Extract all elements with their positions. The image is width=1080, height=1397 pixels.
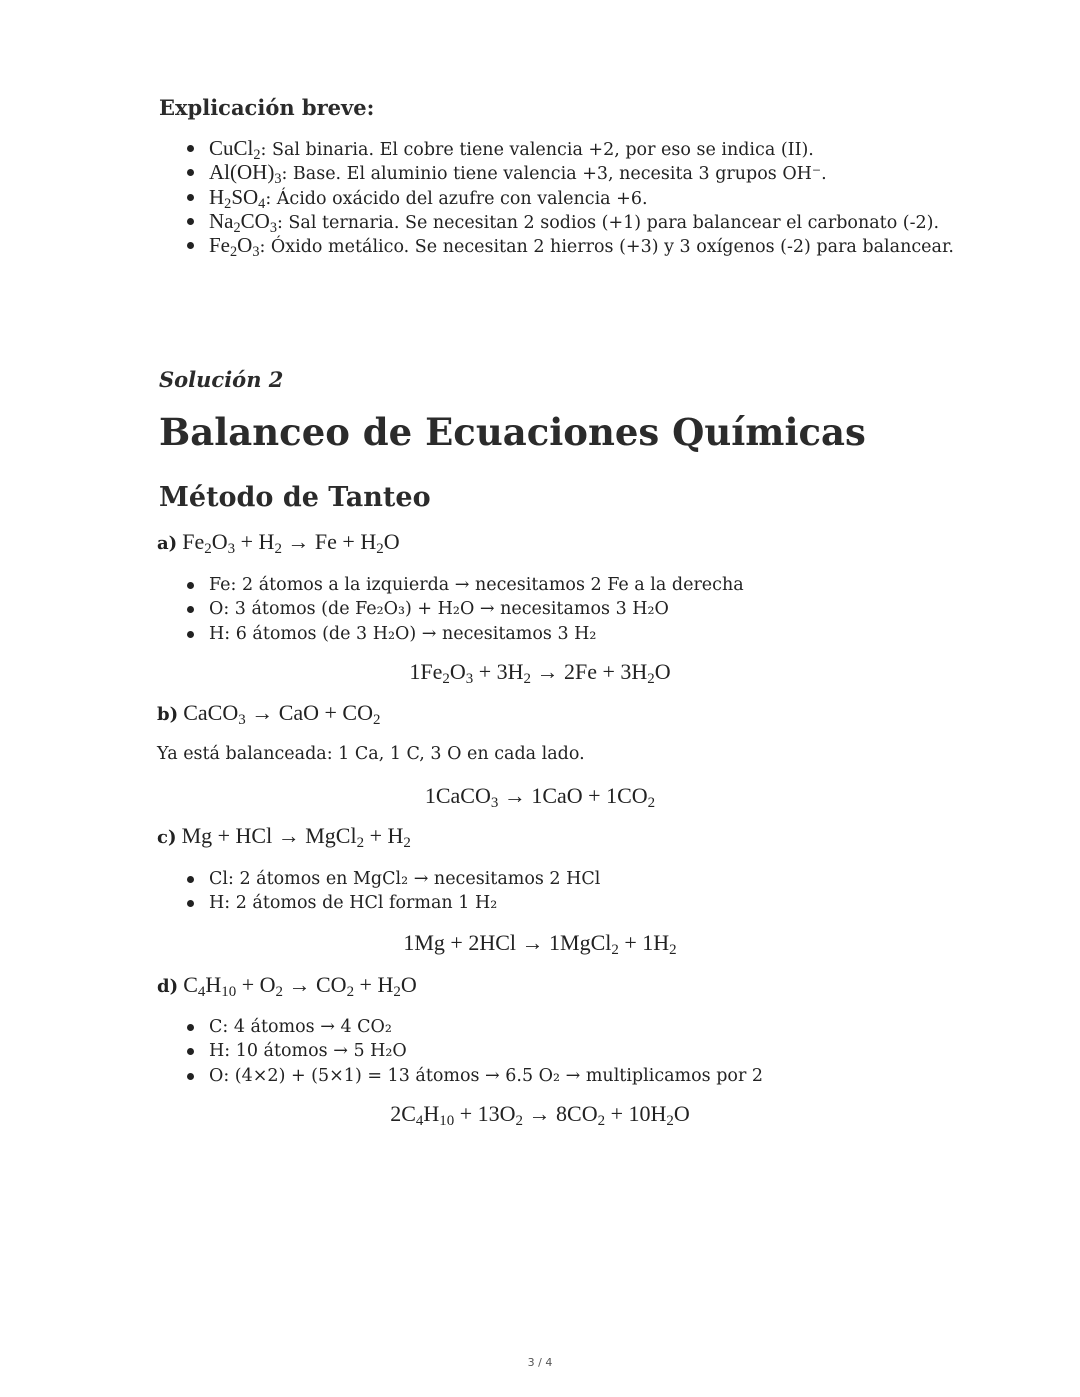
list-item: H: 10 átomos → 5 H₂O <box>159 1039 763 1063</box>
list-item: $H_2SO_4$: Ácido oxácido del azufre con valencia +6. <box>159 185 954 209</box>
solution-label: Solución 2 <box>159 367 284 392</box>
list-item: $Na_2CO_3$: Sal ternaria. Se necesitan 2 sodios (+1) para balancear el carbonato (-2). <box>159 209 954 233</box>
list-item: O: 3 átomos (de Fe₂O₃) + H₂O → necesitamos 3 H₂O <box>159 597 744 621</box>
page-title: Balanceo de Ecuaciones Químicas <box>159 410 866 454</box>
steps-a <box>159 573 744 646</box>
brief-heading: Explicación breve: <box>159 95 375 120</box>
formula: $Al(OH)_3$ <box>209 160 282 188</box>
list-item: CuCl$_2$: Sal binaria. El cobre tiene valencia +2, por eso se indica (II). <box>159 136 954 160</box>
balanced-equation-d: $2C_4H_{10} + 13O_2 \to 8CO_2 + 10H_2O$ <box>390 1101 690 1130</box>
steps-c <box>159 867 600 916</box>
formula: CuCl$_2$ <box>209 136 261 163</box>
part-label: a) <box>157 533 178 554</box>
steps-d <box>159 1015 763 1088</box>
formula: $Na_2CO_3$ <box>209 208 277 236</box>
list-item: $Al(OH)_3$: Base. El aluminio tiene valencia +3, necesita 3 grupos OH⁻. <box>159 160 954 184</box>
equation-a <box>157 529 400 558</box>
part-label: c) <box>157 827 177 848</box>
note-b: Ya está balanceada: 1 Ca, 1 C, 3 O en cada lado. <box>157 744 585 764</box>
equation-d <box>157 972 417 1001</box>
equation: $C_4H_{10} + O_2 \to CO_2 + H_2O$ <box>183 972 417 1001</box>
equation-c <box>157 823 411 852</box>
section-heading: Método de Tanteo <box>159 482 431 513</box>
formula: $H_2SO_4$ <box>209 184 266 212</box>
list-item: H: 6 átomos (de 3 H₂O) → necesitamos 3 H₂ <box>159 622 744 646</box>
equation: CaCO$_3$ → CaO + $CO_2$ <box>183 700 381 729</box>
equation-b <box>157 700 380 729</box>
balanced-equation-c: 1Mg + 2HCl → 1MgCl$_2$ + $1H_2$ <box>403 930 677 959</box>
list-item: Cl: 2 átomos en MgCl₂ → necesitamos 2 HCl <box>159 867 600 891</box>
brief-list <box>159 136 954 261</box>
part-label: b) <box>157 704 179 725</box>
equation: $Fe_2O_3 + H_2 \to Fe + H_2O$ <box>182 529 400 558</box>
list-item: O: (4×2) + (5×1) = 13 átomos → 6.5 O₂ → multiplicamos por 2 <box>159 1064 763 1088</box>
list-item: $Fe_2O_3$: Óxido metálico. Se necesitan 2 hierros (+3) y 3 oxígenos (-2) para balancear. <box>159 233 954 257</box>
page-number: 3 / 4 <box>527 1356 553 1369</box>
formula: $Fe_2O_3$ <box>209 233 260 261</box>
list-item: C: 4 átomos → 4 CO₂ <box>159 1015 763 1039</box>
list-item: H: 2 átomos de HCl forman 1 H₂ <box>159 891 600 915</box>
balanced-equation-b: 1CaCO$_3$ → $1CaO + 1CO_2$ <box>424 783 656 812</box>
list-item: Fe: 2 átomos a la izquierda → necesitamos 2 Fe a la derecha <box>159 573 744 597</box>
part-label: d) <box>157 976 179 997</box>
balanced-equation-a: $1Fe_2O_3 + 3H_2 \to 2Fe + 3H_2O$ <box>409 659 671 688</box>
equation: Mg + HCl → MgCl$_2$ + $H_2$ <box>181 823 411 852</box>
